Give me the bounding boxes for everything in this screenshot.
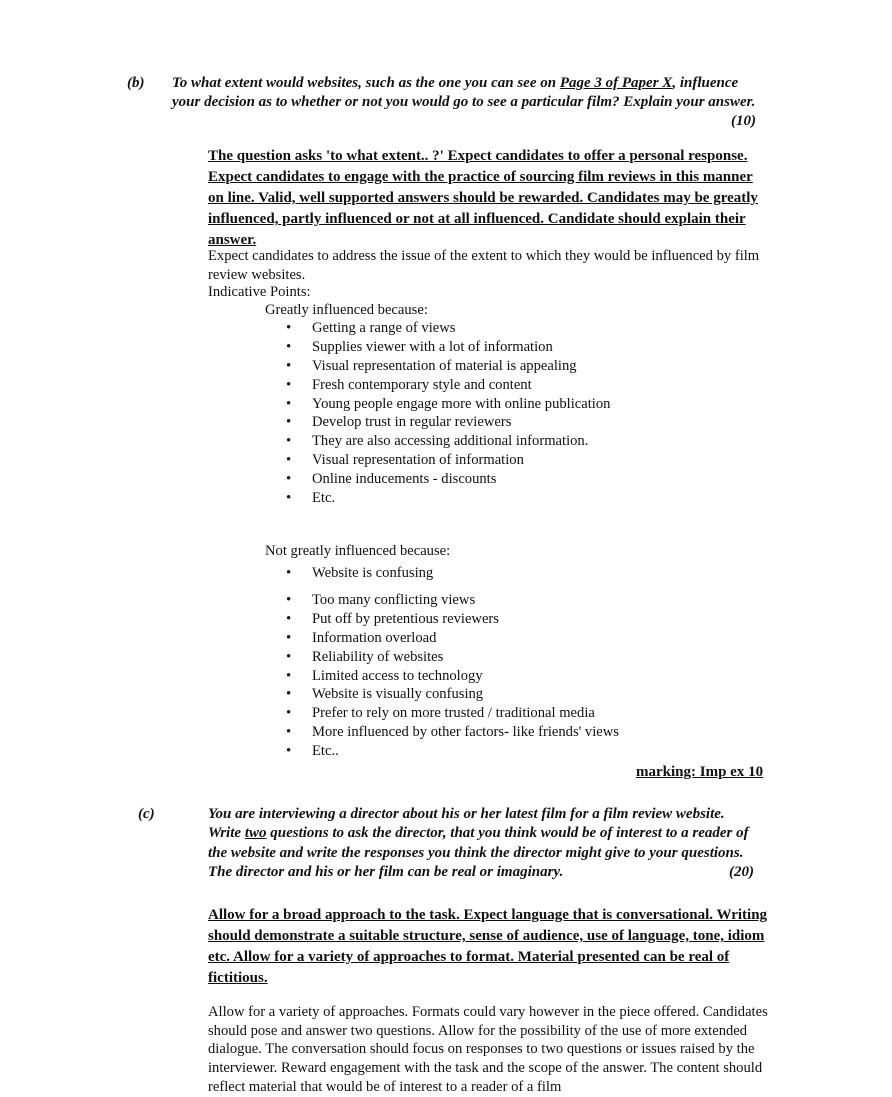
not-greatly-influenced-bullet-item: • More influenced by other factors- like friends' views bbox=[286, 723, 619, 742]
section-c-marks: (20) bbox=[729, 864, 754, 881]
not-greatly-influenced-bullet-item: • Website is visually confusing bbox=[286, 685, 619, 704]
greatly-influenced-bullet-item: • Supplies viewer with a lot of information bbox=[286, 338, 610, 357]
greatly-influenced-bullet-item: • They are also accessing additional information. bbox=[286, 432, 610, 451]
not-greatly-influenced-bullet-item: • Too many conflicting views bbox=[286, 591, 619, 610]
question-c-line1: You are interviewing a director about his or her latest film for a film review website. bbox=[208, 806, 725, 822]
section-b-marking-note: marking: Imp ex 10 bbox=[636, 764, 764, 780]
not-greatly-influenced-heading: Not greatly influenced because: bbox=[265, 543, 451, 559]
greatly-influenced-bullet-item: • Visual representation of material is appealing bbox=[286, 357, 610, 376]
greatly-influenced-heading: Greatly influenced because: bbox=[265, 302, 428, 318]
greatly-influenced-list bbox=[286, 319, 610, 508]
greatly-influenced-bullet-item: • Fresh contemporary style and content bbox=[286, 376, 610, 395]
not-greatly-influenced-bullet-item: • Prefer to rely on more trusted / traditional media bbox=[286, 704, 619, 723]
section-c-guidance: Allow for a broad approach to the task. Expect language that is conversational. Writing should demonstrate a suitable structure, sense of audience, use of language, tone, idiom etc. Allow for a variety of approaches to format. Material presented can be real of fictitious. bbox=[208, 907, 768, 986]
greatly-influenced-bullet-item: • Getting a range of views bbox=[286, 319, 610, 338]
section-c-paragraph: Allow for a variety of approaches. Formats could vary however in the piece offered. Candidates should pose and answer two questions. Allow for the possibility of the use of more extended dialogue. The conversation should focus on responses to two questions or issues raised by the interviewer. Reward engagement with the task and the scope of the answer. The content should reflect material that would be of interest to a reader of a film bbox=[208, 1004, 768, 1095]
section-c-label: (c) bbox=[138, 806, 155, 822]
not-greatly-influenced-bullet-item: • Etc.. bbox=[286, 742, 619, 761]
greatly-influenced-bullet-item: • Develop trust in regular reviewers bbox=[286, 413, 610, 432]
question-c-write: Write bbox=[208, 825, 245, 842]
indicative-points-heading: Indicative Points: bbox=[208, 284, 311, 300]
greatly-influenced-bullet-item: • Etc. bbox=[286, 489, 610, 508]
greatly-influenced-bullet-item: • Visual representation of information bbox=[286, 451, 610, 470]
not-greatly-influenced-bullet-item: • Put off by pretentious reviewers bbox=[286, 610, 619, 629]
greatly-influenced-bullet-item: • Online inducements - discounts bbox=[286, 470, 610, 489]
not-greatly-influenced-bullet-item: • Limited access to technology bbox=[286, 667, 619, 686]
not-greatly-influenced-bullet-item: • Reliability of websites bbox=[286, 648, 619, 667]
not-greatly-influenced-bullet-item: • Information overload bbox=[286, 629, 619, 648]
section-b-marks: (10) bbox=[731, 113, 756, 129]
greatly-influenced-bullet-item: • Young people engage more with online publication bbox=[286, 395, 610, 414]
paper-reference-link: Page 3 of Paper X bbox=[559, 75, 673, 91]
section-c-question bbox=[208, 805, 768, 883]
not-greatly-list-first bbox=[286, 564, 433, 583]
question-c-two-emphasis: two bbox=[244, 825, 267, 842]
section-b-expectation: Expect candidates to address the issue of the extent to which they would be influenced by film review websites. bbox=[208, 248, 760, 283]
not-greatly-influenced-bullet-item: • Website is confusing bbox=[286, 564, 433, 583]
section-b-question bbox=[172, 74, 756, 131]
question-text-pre: To what extent would websites, such as the one you can see on bbox=[172, 75, 560, 91]
question-text-post: , influence your decision as to whether or not you would go to see a particular film? Explain your answer. bbox=[172, 75, 756, 110]
section-b-label: (b) bbox=[127, 75, 145, 91]
question-c-rest: questions to ask the director, that you think would be of interest to a reader of the website and write the responses you think the director might give to your questions. The director and his or her film can be real or imaginary. bbox=[208, 825, 749, 881]
section-b-guidance: The question asks 'to what extent.. ?' Expect candidates to offer a personal response. Expect candidates to engage with the practice of sourcing film reviews in this manner on line. Valid, well supported answers should be rewarded. Candidates may be greatly influenced, partly influenced or not at all influenced. Candidate should explain their answer. bbox=[208, 148, 758, 248]
not-greatly-influenced-list bbox=[286, 591, 619, 761]
